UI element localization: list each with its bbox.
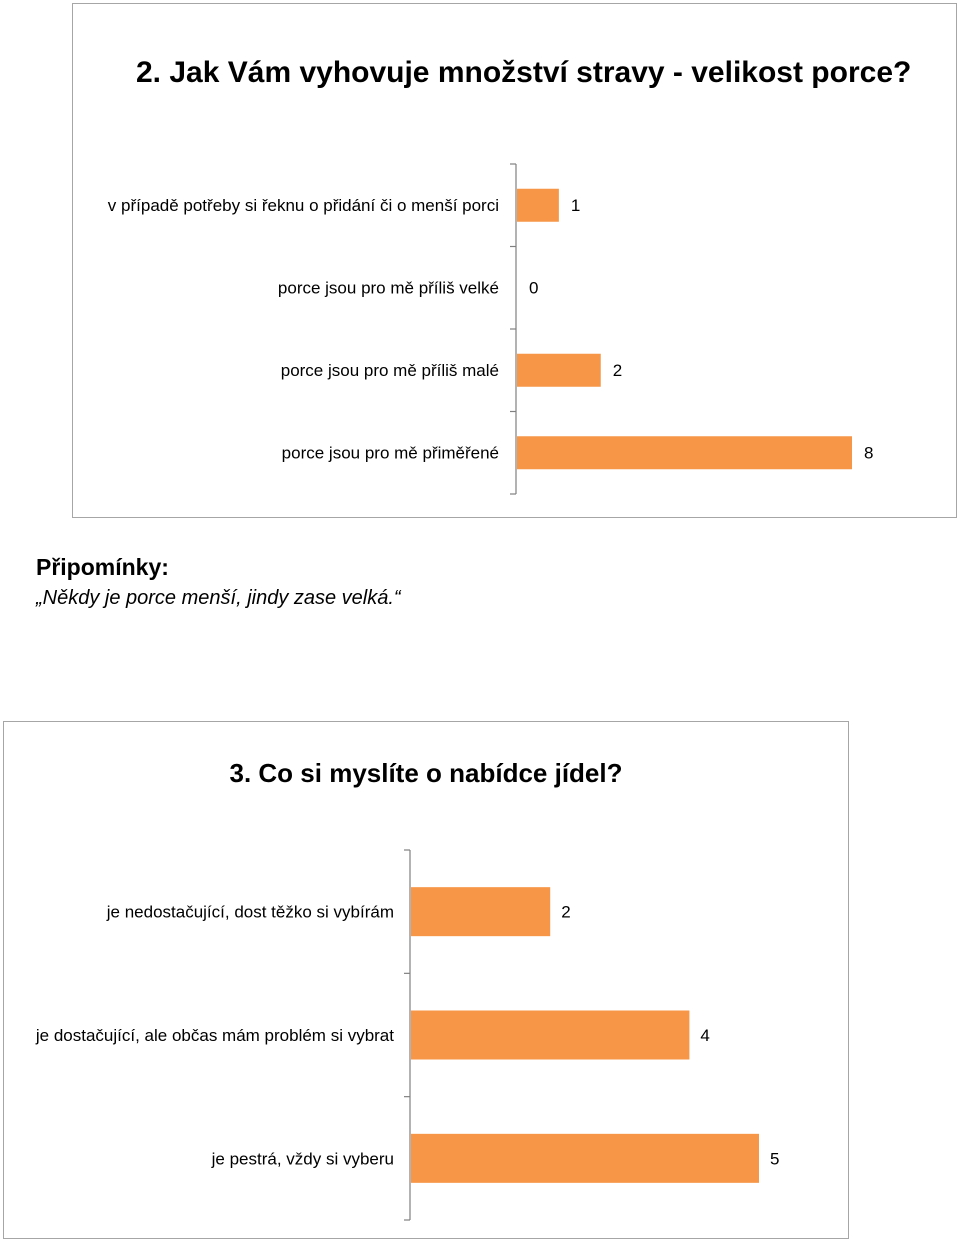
- data-label: 2: [561, 902, 571, 922]
- category-label: porce jsou pro mě příliš malé: [280, 361, 499, 381]
- category-label: je pestrá, vždy si vyberu: [211, 1149, 394, 1169]
- comments-section: [36, 554, 401, 610]
- data-label: 8: [864, 443, 874, 463]
- bar: [517, 189, 559, 222]
- data-label: 1: [570, 196, 581, 216]
- category-label: je nedostačující, dost těžko si vybírám: [106, 902, 394, 922]
- bar: [411, 1011, 689, 1060]
- data-label: 4: [700, 1025, 710, 1045]
- chart-1-container: [72, 3, 957, 518]
- data-label: 0: [529, 278, 539, 298]
- category-label: porce jsou pro mě příliš velké: [277, 278, 499, 298]
- bar: [517, 436, 852, 469]
- chart-1-title: 2. Jak Vám vyhovuje množství stravy - velikost porce?: [136, 56, 912, 89]
- comments-heading: Připomínky:: [36, 554, 169, 580]
- bar: [411, 1134, 759, 1183]
- chart-2-plot: [4, 722, 850, 1240]
- bar: [517, 354, 601, 387]
- category-label: je dostačující, ale občas mám problém si vybrat: [35, 1025, 394, 1045]
- chart-2-title: 3. Co si myslíte o nabídce jídel?: [229, 758, 623, 788]
- data-label: 5: [770, 1149, 780, 1169]
- comments-text: „Někdy je porce menší, jindy zase velká.“: [36, 587, 401, 609]
- category-label: v případě potřeby si řeknu o přidání či o menší porci: [107, 196, 499, 216]
- chart-2-container: [3, 721, 849, 1239]
- data-label: 2: [612, 361, 623, 381]
- bar: [411, 887, 550, 936]
- chart-1-plot: [73, 4, 958, 519]
- category-label: porce jsou pro mě přiměřené: [281, 443, 499, 463]
